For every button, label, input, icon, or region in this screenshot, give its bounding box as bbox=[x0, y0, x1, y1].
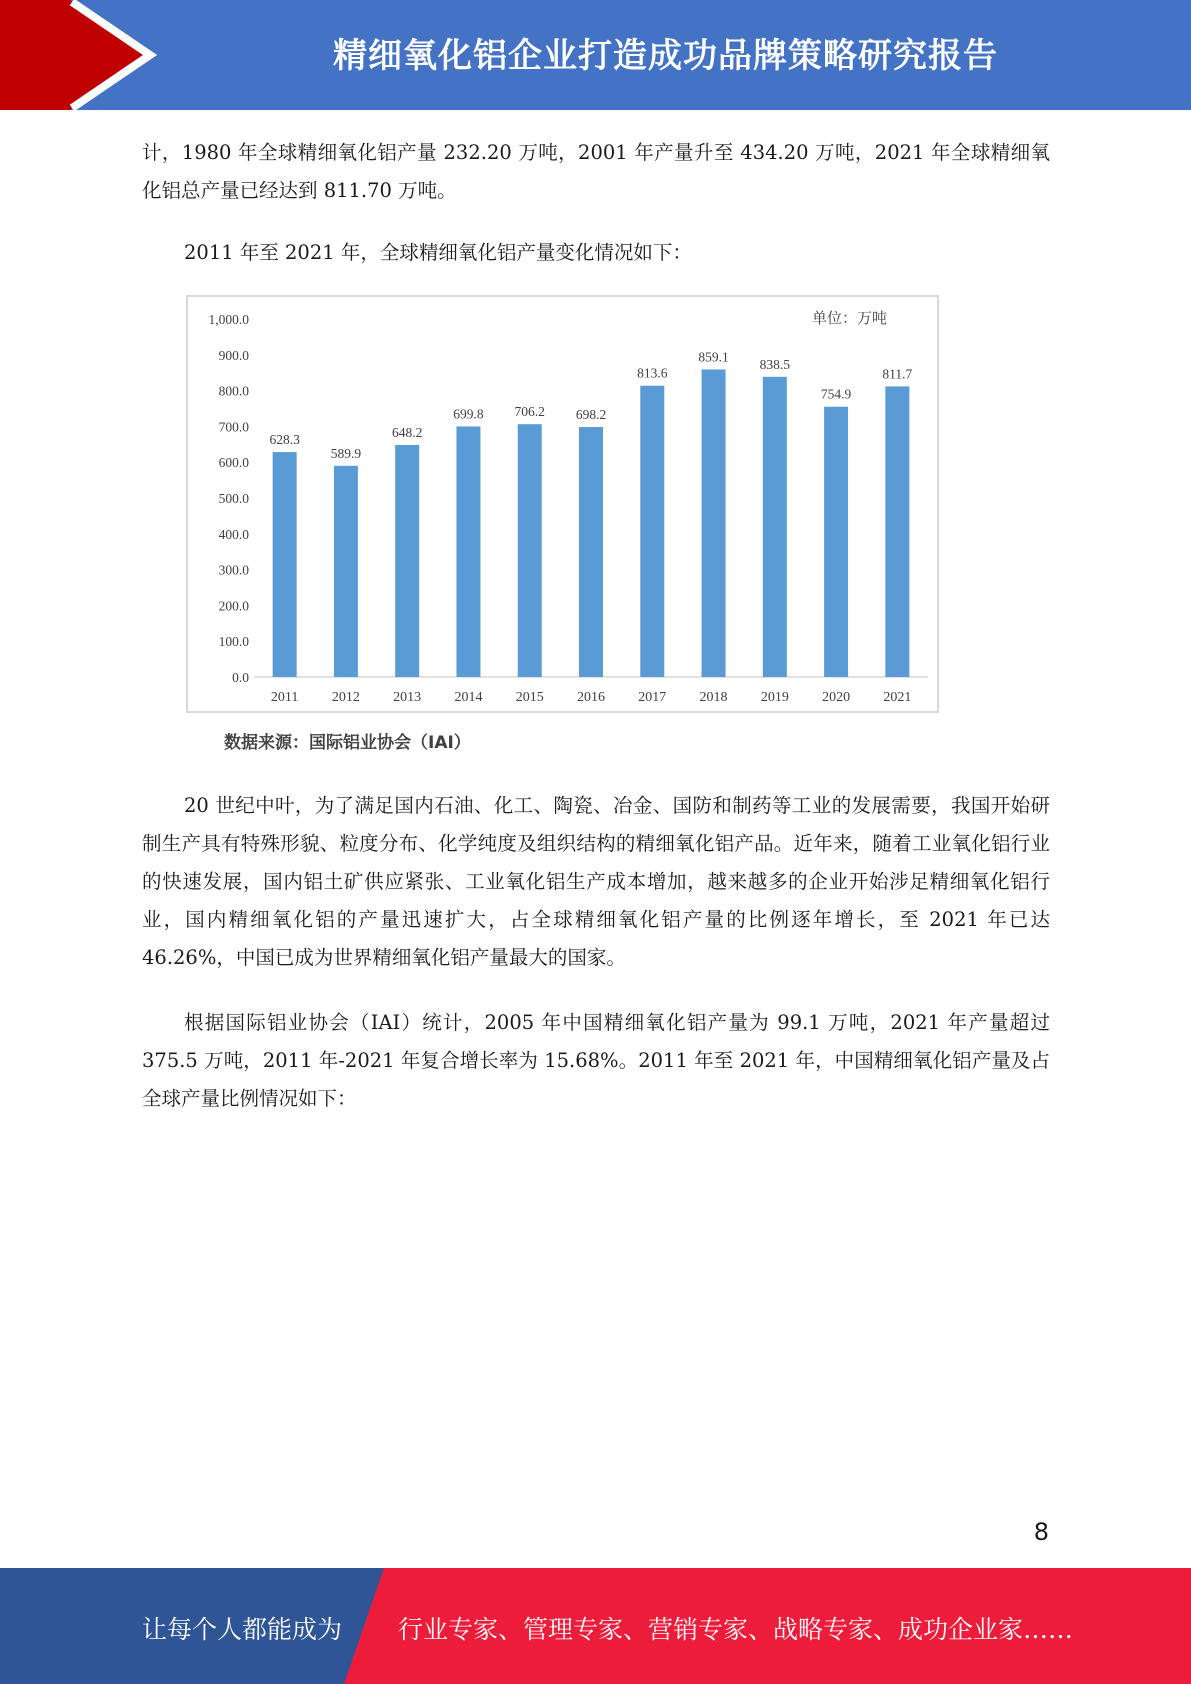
y-tick-label: 900.0 bbox=[218, 347, 249, 363]
paragraph-chart-lead: 2011 年至 2021 年，全球精细氧化铝产量变化情况如下： bbox=[184, 241, 692, 264]
paragraph-intro: 计，1980 年全球精细氧化铝产量 232.20 万吨，2001 年产量升至 434.20 万吨，2021 年全球精细氧化铝总产量已经达到 811.70 万吨。 bbox=[142, 141, 1050, 202]
bar-value-label: 754.9 bbox=[820, 386, 852, 402]
chart-unit-label: 单位：万吨 bbox=[812, 311, 888, 327]
chart-source: 数据来源：国际铝业协会（IAI） bbox=[224, 733, 471, 753]
y-tick-label: 500.0 bbox=[218, 491, 249, 506]
report-title: 精细氧化铝企业打造成功品牌策略研究报告 bbox=[333, 36, 998, 76]
x-tick-label: 2013 bbox=[393, 690, 422, 705]
footer-slogan-right: 行业专家、管理专家、营销专家、战略专家、成功企业家…… bbox=[398, 1615, 1074, 1644]
y-tick-label: 400.0 bbox=[218, 526, 249, 542]
bar-value-label: 838.5 bbox=[759, 356, 791, 372]
chart-svg bbox=[188, 297, 937, 711]
x-tick-label: 2019 bbox=[760, 690, 789, 705]
bar-2019 bbox=[763, 377, 787, 677]
bar-value-label: 628.3 bbox=[269, 432, 300, 448]
bar-value-label: 648.2 bbox=[391, 424, 423, 440]
x-tick-label: 2020 bbox=[822, 690, 851, 705]
bar-2014 bbox=[456, 426, 480, 677]
bar-2020 bbox=[824, 407, 848, 677]
bar-value-label: 811.7 bbox=[882, 366, 913, 382]
y-tick-label: 700.0 bbox=[218, 419, 249, 435]
x-tick-label: 2014 bbox=[454, 690, 483, 705]
x-tick-label: 2018 bbox=[699, 690, 728, 705]
bar-value-label: 698.2 bbox=[575, 407, 607, 423]
bar-value-label: 859.1 bbox=[698, 349, 729, 365]
bar-2016 bbox=[579, 427, 603, 677]
bar-value-label: 699.8 bbox=[453, 406, 484, 422]
bar-value-label: 589.9 bbox=[330, 445, 362, 461]
x-tick-label: 2021 bbox=[883, 690, 912, 705]
paragraph-china-history: 20 世纪中叶，为了满足国内石油、化工、陶瓷、冶金、国防和制药等工业的发展需要，我国开始研制生产具有特殊形貌、粒度分布、化学纯度及组织结构的精细氧化铝产品。近年来，随着工业氧化铝行业的快速发展，国内铝土矿供应紧张、工业氧化铝生产成本增加，越来越多的企业开始涉足精细氧化铝行业，国内精细氧化铝的产量迅速扩大，占全球精细氧化铝产量的比例逐年增长，至 2021 年已达 46.26%，中国已成为世界精细氧化铝产量最大的国家。 bbox=[142, 794, 1050, 969]
y-tick-label: 100.0 bbox=[218, 634, 249, 650]
y-tick-label: 300.0 bbox=[218, 562, 249, 578]
x-tick-label: 2017 bbox=[638, 690, 667, 705]
y-tick-label: 1,000.0 bbox=[208, 312, 249, 327]
footer-slogan-left: 让每个人都能成为 bbox=[142, 1615, 343, 1644]
x-tick-label: 2015 bbox=[515, 690, 544, 705]
bar-2021 bbox=[885, 386, 909, 677]
y-tick-label: 800.0 bbox=[218, 383, 249, 399]
x-tick-label: 2011 bbox=[270, 690, 299, 705]
bar-2015 bbox=[518, 424, 542, 677]
paragraph-china-stats: 根据国际铝业协会（IAI）统计，2005 年中国精细氧化铝产量为 99.1 万吨，2021 年产量超过 375.5 万吨，2011 年-2021 年复合增长率为 15.68%。2011 年至 2021 年，中国精细氧化铝产量及占全球产量比例情况如下： bbox=[142, 1011, 1050, 1110]
x-tick-label: 2016 bbox=[577, 690, 605, 705]
bar-value-label: 813.6 bbox=[637, 365, 668, 381]
page-footer bbox=[0, 1568, 1191, 1684]
page-header bbox=[0, 0, 1191, 110]
y-tick-label: 200.0 bbox=[218, 598, 249, 614]
bar-2018 bbox=[702, 369, 726, 677]
bar-2012 bbox=[334, 466, 358, 677]
bar-2011 bbox=[273, 452, 297, 677]
y-tick-label: 600.0 bbox=[218, 455, 249, 471]
bar-2013 bbox=[395, 445, 419, 677]
y-tick-label: 0.0 bbox=[232, 670, 249, 685]
bar-2017 bbox=[640, 386, 664, 677]
bar-value-label: 706.2 bbox=[514, 404, 545, 420]
production-chart bbox=[186, 295, 939, 713]
page-number: 8 bbox=[1033, 1518, 1049, 1546]
x-tick-label: 2012 bbox=[331, 690, 360, 705]
